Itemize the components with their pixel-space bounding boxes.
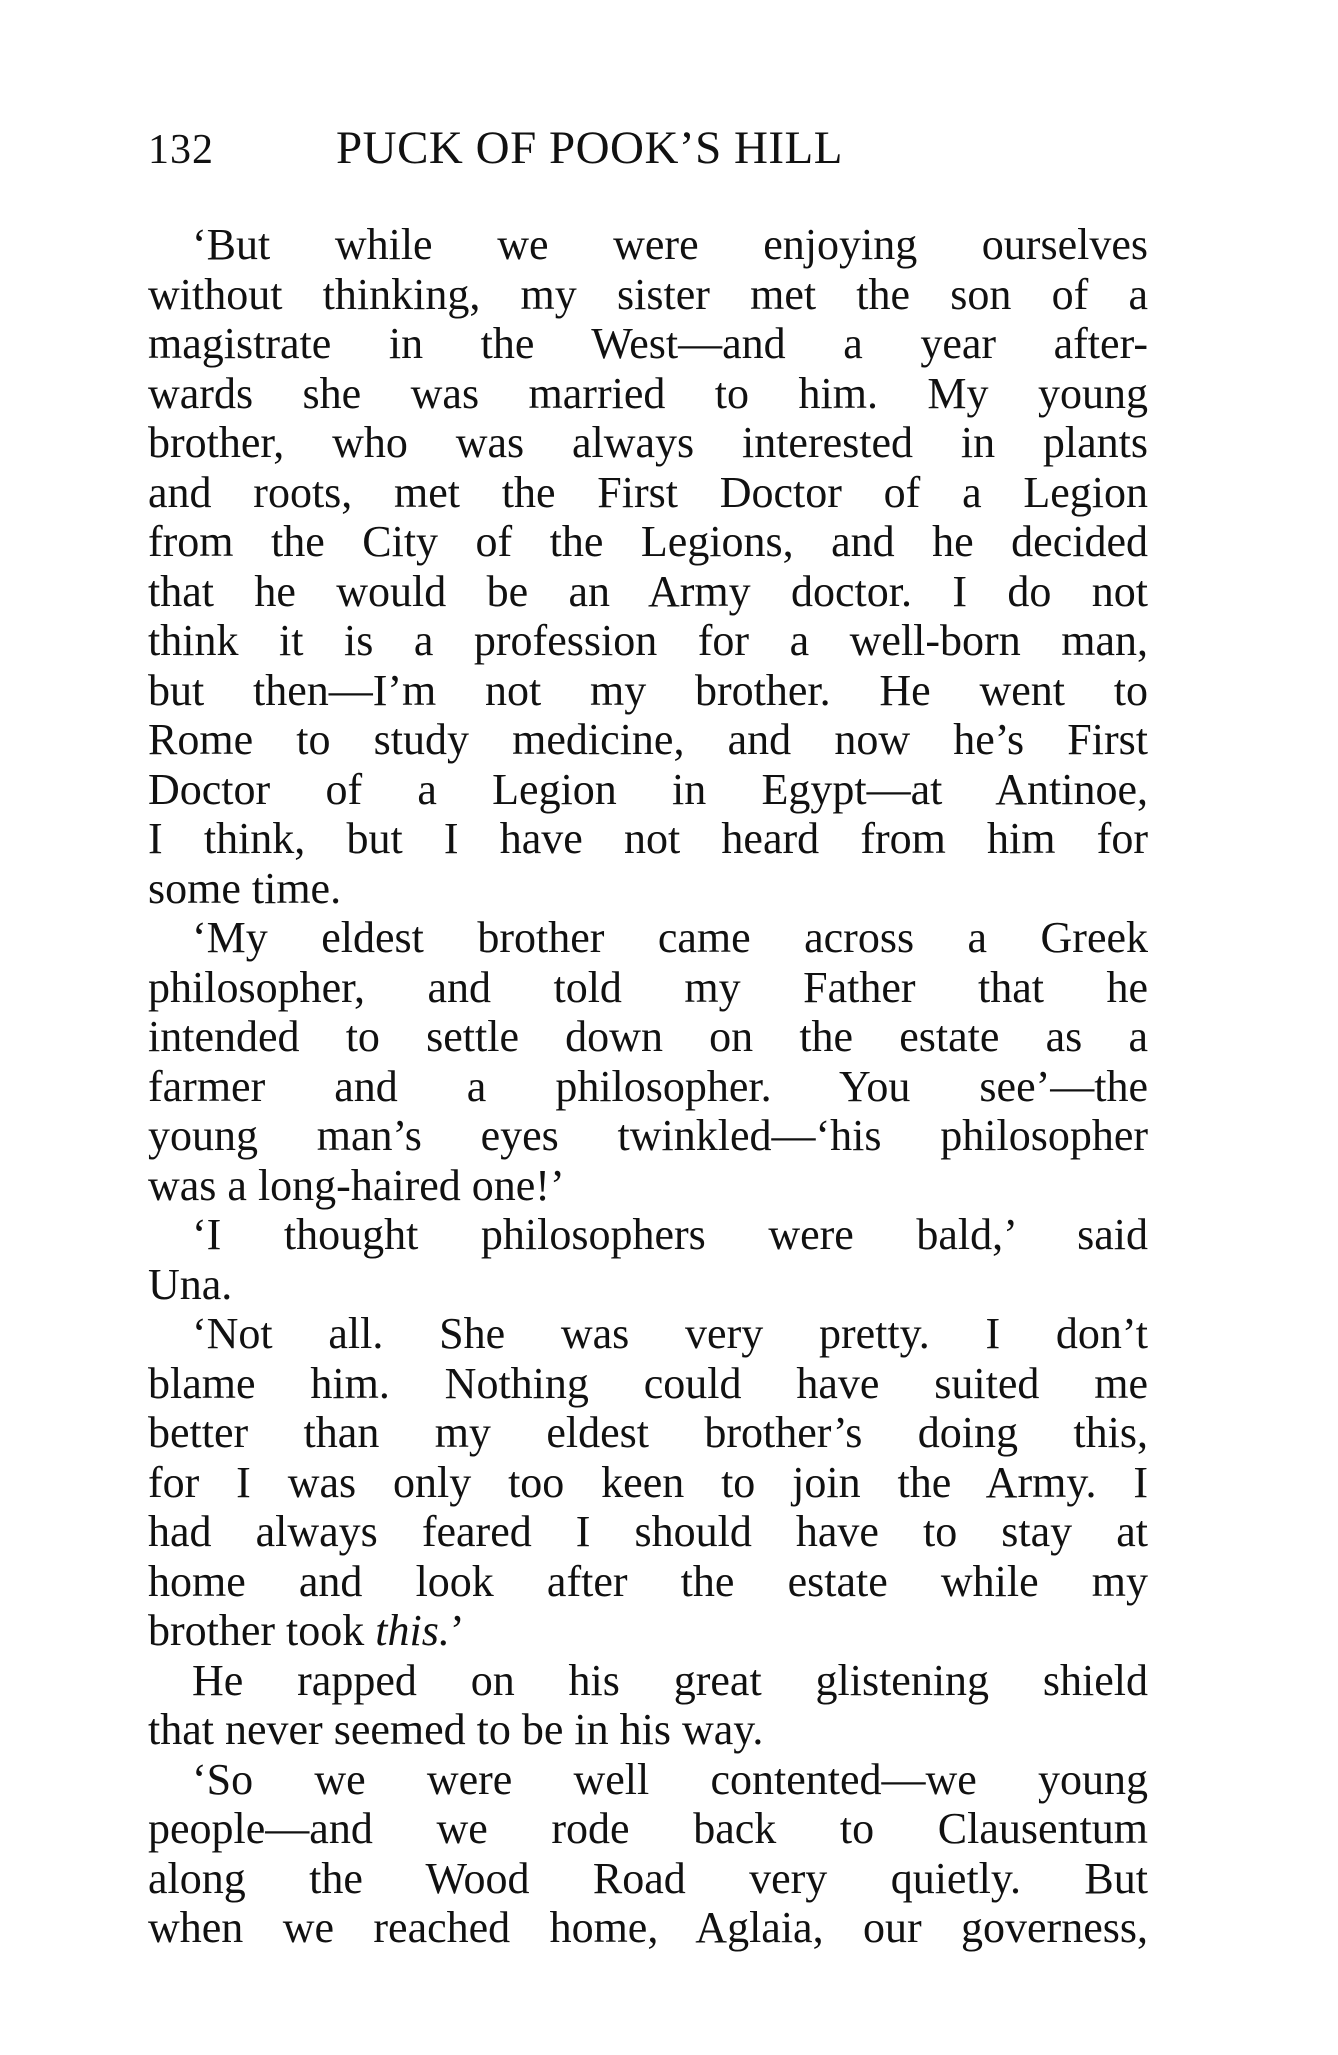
- text-line: for I was only too keen to join the Army. I: [148, 1457, 1148, 1507]
- text-line: Doctor of a Legion in Egypt—at Antinoe,: [148, 764, 1148, 814]
- text-line: ‘So we were well contented—we young: [192, 1754, 1148, 1804]
- page-header: [148, 118, 1148, 178]
- text-line: home and look after the estate while my: [148, 1556, 1148, 1606]
- text-line: wards she was married to him. My young: [148, 368, 1148, 418]
- text-fragment: brother took: [148, 1606, 376, 1655]
- body-text: [148, 220, 1148, 1953]
- text-line: but then—I’m not my brother. He went to: [148, 665, 1148, 715]
- text-line: better than my eldest brother’s doing this,: [148, 1408, 1148, 1457]
- text-line: I think, but I have not heard from him for: [148, 814, 1148, 863]
- text-line: some time.: [148, 863, 342, 913]
- text-line: without thinking, my sister met the son of a: [148, 269, 1148, 319]
- text-line: blame him. Nothing could have suited me: [148, 1358, 1148, 1408]
- text-line: [148, 1606, 1148, 1656]
- text-line: He rapped on his great glistening shield: [192, 1655, 1148, 1705]
- text-line: that he would be an Army doctor. I do not: [148, 566, 1148, 616]
- text-line: when we reached home, Aglaia, our governess,: [148, 1903, 1148, 1952]
- text-line: brother, who was always interested in plants: [148, 418, 1148, 467]
- text-line: farmer and a philosopher. You see’—the: [148, 1061, 1148, 1111]
- text-line: had always feared I should have to stay at: [148, 1507, 1148, 1556]
- text-line: magistrate in the West—and a year after-: [148, 319, 1148, 368]
- text-line: intended to settle down on the estate as a: [148, 1012, 1148, 1061]
- text-line: along the Wood Road very quietly. But: [148, 1853, 1148, 1903]
- text-line: was a long-haired one!’: [148, 1160, 565, 1210]
- text-line: ‘Not all. She was very pretty. I don’t: [192, 1309, 1148, 1358]
- text-line: ‘My eldest brother came across a Greek: [192, 913, 1148, 962]
- text-line: and roots, met the First Doctor of a Legion: [148, 467, 1148, 517]
- text-line: people—and we rode back to Clausentum: [148, 1804, 1148, 1853]
- italic-word: this.: [375, 1606, 450, 1655]
- running-title: PUCK OF POOK’S HILL: [336, 122, 843, 174]
- text-line: Una.: [148, 1259, 233, 1309]
- text-line: that never seemed to be in his way.: [148, 1705, 764, 1754]
- text-line: ‘But while we were enjoying ourselves: [192, 220, 1148, 269]
- text-line: think it is a profession for a well-born man,: [148, 616, 1148, 665]
- page-number: 132: [148, 127, 214, 173]
- text-line: ‘I thought philosophers were bald,’ said: [192, 1210, 1148, 1259]
- text-line: from the City of the Legions, and he decided: [148, 517, 1148, 566]
- text-line: Rome to study medicine, and now he’s First: [148, 715, 1148, 764]
- text-line: philosopher, and told my Father that he: [148, 962, 1148, 1012]
- closing-quote: ’: [449, 1606, 465, 1655]
- text-line: young man’s eyes twinkled—‘his philosopher: [148, 1111, 1148, 1160]
